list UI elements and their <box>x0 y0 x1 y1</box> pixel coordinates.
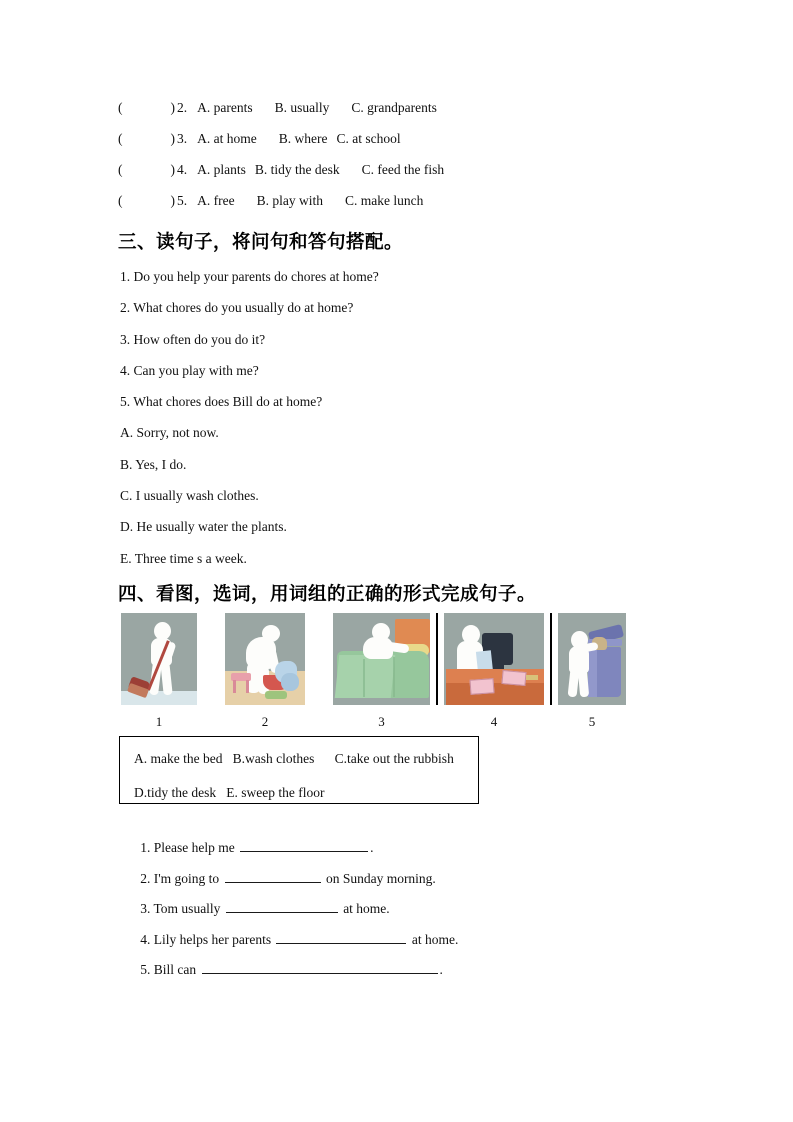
answer-blank[interactable] <box>226 900 338 913</box>
make-bed-illustration <box>333 613 430 705</box>
panel-divider <box>550 613 552 705</box>
table-row <box>118 162 718 193</box>
option-c[interactable]: C. at school <box>336 131 401 146</box>
item-number: 5. <box>177 193 188 208</box>
table-row <box>118 131 718 162</box>
option-a[interactable]: A. parents <box>197 100 253 115</box>
answer-blank[interactable] <box>240 839 368 852</box>
answer-paren-open: ( <box>118 162 123 177</box>
option-a[interactable]: A. at home <box>197 131 257 146</box>
sentence-prefix: 2. I'm going to <box>140 870 223 886</box>
option-a[interactable]: A. free <box>197 193 235 208</box>
fill-in-row <box>120 854 680 885</box>
answer-line: C. I usually wash clothes. <box>120 488 259 504</box>
option-c[interactable]: C. grandparents <box>351 100 437 115</box>
answer-paren-close: ) <box>170 131 175 146</box>
section-three-heading: 三、读句子，将问句和答句搭配。 <box>118 232 404 253</box>
answer-blank[interactable] <box>225 870 321 883</box>
picture-cell <box>333 613 430 730</box>
word-bank-box <box>119 736 479 804</box>
picture-cell <box>558 613 626 730</box>
sentence-prefix: 5. Bill can <box>140 962 200 977</box>
word-bank-line[interactable]: D.tidy the desk E. sweep the floor <box>134 785 325 800</box>
sentence-prefix: 4. Lily helps her parents <box>140 931 275 947</box>
section-four-heading: 四、看图，选词，用词组的正确的形式完成句子。 <box>118 584 537 605</box>
question-line: 2. What chores do you usually do at home? <box>120 300 354 316</box>
picture-number: 2 <box>261 714 269 729</box>
fill-in-blank-list <box>120 823 680 976</box>
matching-exercise-list <box>120 269 680 582</box>
picture-cell <box>444 613 544 730</box>
answer-blank[interactable] <box>276 931 406 944</box>
picture-number: 1 <box>155 714 163 729</box>
option-a[interactable]: A. plants <box>197 162 246 177</box>
sentence-suffix: at home. <box>339 901 390 916</box>
picture-number: 3 <box>378 714 385 729</box>
fill-in-row <box>120 945 680 976</box>
fill-in-row <box>120 915 680 946</box>
sentence-suffix: . <box>439 962 443 977</box>
answer-paren-open: ( <box>118 100 123 115</box>
fill-in-row <box>120 884 680 915</box>
sweep-floor-illustration <box>121 613 197 705</box>
option-b[interactable]: B. usually <box>274 100 330 115</box>
table-row <box>118 100 718 131</box>
answer-line: B. Yes, I do. <box>120 456 187 472</box>
option-b[interactable]: B. play with <box>256 193 323 208</box>
sentence-prefix: 1. Please help me <box>140 840 239 855</box>
picture-number: 4 <box>490 714 498 729</box>
panel-divider <box>436 613 438 705</box>
answer-paren-close: ) <box>170 162 175 177</box>
sentence-suffix: on Sunday morning. <box>322 870 436 886</box>
option-c[interactable]: C. make lunch <box>344 193 424 208</box>
sentence-suffix: . <box>370 840 374 855</box>
answer-line: A. Sorry, not now. <box>120 425 219 441</box>
wash-clothes-illustration <box>225 613 305 705</box>
sentence-suffix: at home. <box>408 931 459 947</box>
question-line: 1. Do you help your parents do chores at home? <box>120 269 379 284</box>
table-row <box>118 193 718 224</box>
question-line: 3. How often do you do it? <box>120 331 266 347</box>
fill-in-row <box>120 823 680 854</box>
answer-blank[interactable] <box>202 961 438 974</box>
answer-paren-close: ) <box>170 193 175 208</box>
picture-strip <box>121 613 626 730</box>
sentence-prefix: 3. Tom usually <box>140 901 224 916</box>
answer-paren-open: ( <box>118 193 123 208</box>
picture-cell <box>225 613 305 730</box>
item-number: 2. <box>177 100 188 115</box>
word-bank-line[interactable]: A. make the bed B.wash clothes C.take out the rubbish <box>134 751 454 766</box>
answer-line: E. Three time s a week. <box>120 550 247 566</box>
take-out-rubbish-illustration <box>558 613 626 705</box>
question-line: 5. What chores does Bill do at home? <box>120 394 323 410</box>
option-b[interactable]: B. where <box>278 131 328 146</box>
item-number: 3. <box>177 131 188 146</box>
question-line: 4. Can you play with me? <box>120 362 259 378</box>
option-b[interactable]: B. tidy the desk <box>254 162 340 177</box>
tidy-desk-illustration <box>444 613 544 705</box>
item-number: 4. <box>177 162 188 177</box>
picture-number: 5 <box>588 714 596 729</box>
answer-line: D. He usually water the plants. <box>120 519 287 535</box>
answer-paren-open: ( <box>118 131 123 146</box>
multiple-choice-list <box>118 100 718 224</box>
picture-cell <box>121 613 197 730</box>
option-c[interactable]: C. feed the fish <box>361 162 445 177</box>
answer-paren-close: ) <box>170 100 175 115</box>
